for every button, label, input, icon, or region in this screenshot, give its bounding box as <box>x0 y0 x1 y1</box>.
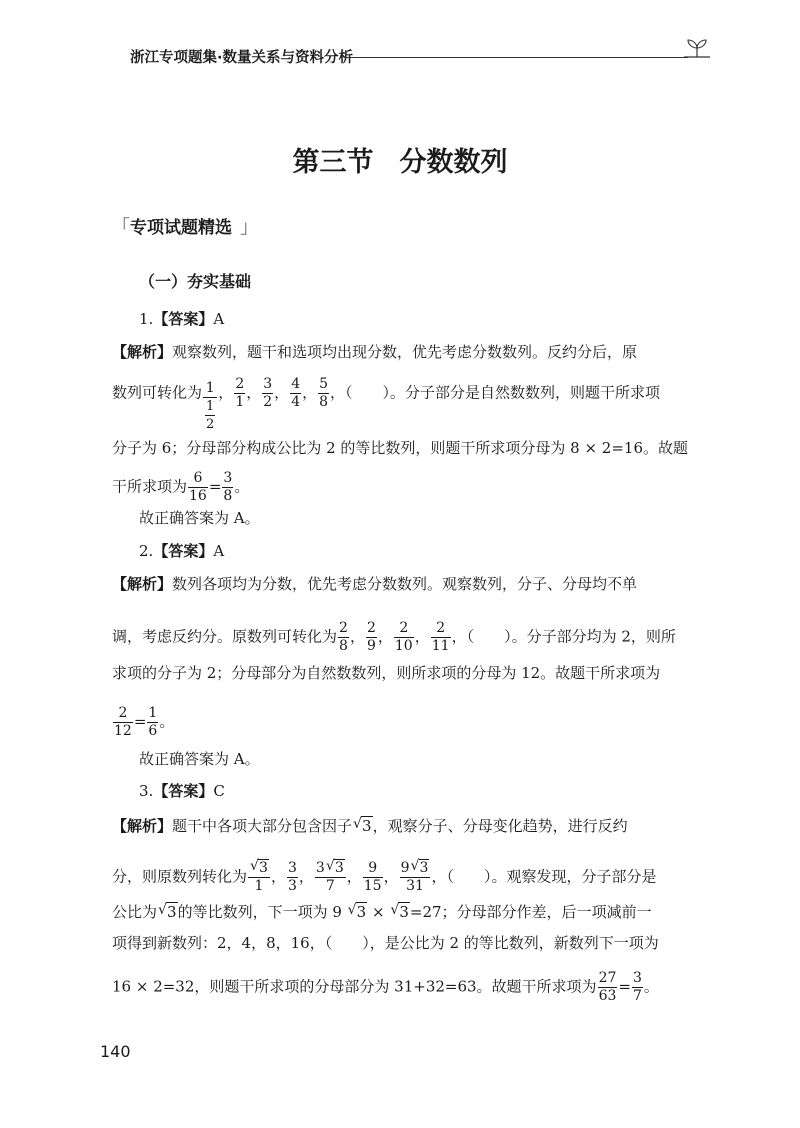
fraction: $\frac{27}{63}$ <box>598 970 617 1004</box>
heading-part-1: 第三节 <box>292 147 374 178</box>
q2-analysis-line-1: 【解析】数列各项均为分数，优先考虑分数数列。观察数列，分子、分母均不单 <box>112 575 638 593</box>
fraction: $\frac{2}{9}$ <box>366 620 376 654</box>
q1-analysis-line-2: 数列可转化为 $\frac{1}{\frac{1}{2}}$ ， $\frac{2}{1}$ ， $\frac{3}{2}$ ， $\frac{4}{4}$ ， $\frac{5}{8}$ ，（ ）。分子部分是自然数数列，则题干所求项 <box>112 376 661 432</box>
running-header: 浙江专项题集·数量关系与资料分析 <box>130 50 354 66</box>
section-heading <box>0 140 800 179</box>
q1-analysis-line-3: 分子为 6；分母部分构成公比为 2 的等比数列，则题干所求项分母为 8 × 2=16。故题 <box>112 439 689 457</box>
fraction: $\frac{6}{16}$ <box>189 470 207 504</box>
page-number: 140 <box>100 1042 131 1061</box>
fraction: $\frac{2}{11}$ <box>431 620 450 654</box>
q1-answer: 1.【答案】A <box>139 310 225 328</box>
q1-conclusion: 故正确答案为 A。 <box>139 509 260 527</box>
q3-analysis-line-2: 分，则原数列转化为 √ $\frac{3}{1}$ ， $\frac{3}{3}$ ， $\frac{3√ 3}{7}$ ， $\frac{9}{15}$ ， $\frac{9√ 3}{31}$ ，（ ）。观察发现，分子部分是 <box>112 860 656 895</box>
q3-analysis-line-1: 【解析】题干中各项大部分包含因子√ 3，观察分子、分母变化趋势，进行反约 <box>112 815 628 837</box>
q2-analysis-line-3: 求项的分子为 2；分母部分为自然数数列，则所求项的分母为 12。故题干所求项为 <box>112 664 661 682</box>
fraction: $\frac{3√ 3}{7}$ <box>315 860 346 895</box>
fraction: $\frac{2}{8}$ <box>339 620 348 654</box>
q2-analysis-line-2: 调，考虑反约分。原数列可转化为 $\frac{2}{8}$ ， $\frac{2}{9}$ ， $\frac{2}{10}$ ， $\frac{2}{11}$ ，（ ）。分子部分均为 2，则所 <box>112 620 676 654</box>
q3-analysis-line-3: 公比为√ 3的等比数列，下一项为 9 √ 3 × √ 3=27；分母部分作差，后一项减前一 <box>112 901 652 923</box>
fraction: $\frac{3}{2}$ <box>263 376 273 410</box>
fraction: $\frac{9}{15}$ <box>363 860 382 894</box>
fraction: $\frac{1}{6}$ <box>148 705 158 739</box>
sub-heading: （一）夯实基础 <box>139 272 252 291</box>
q3-analysis-line-4: 项得到新数列：2，4，8，16，（ ），是公比为 2 的等比数列，新数列下一项为 <box>112 934 659 952</box>
sprout-icon <box>680 36 714 64</box>
fraction: $\frac{9√ 3}{31}$ <box>400 860 431 895</box>
q3-analysis-line-5: 16 × 2=32，则题干所求项的分母部分为 31+32=63。故题干所求项为 $\frac{27}{63}$ = $\frac{3}{7}$ 。 <box>112 970 659 1004</box>
fraction: $\frac{4}{4}$ <box>291 376 301 410</box>
q1-analysis-line-1: 【解析】观察数列，题干和选项均出现分数，优先考虑分数数列。反约分后，原 <box>112 343 638 361</box>
fraction: $\frac{3}{3}$ <box>287 860 297 894</box>
q2-analysis-line-4: $\frac{2}{12}$ = $\frac{1}{6}$ 。 <box>114 705 175 739</box>
fraction: $\frac{2}{10}$ <box>394 620 413 654</box>
q3-answer: 3.【答案】C <box>139 782 225 800</box>
q2-answer: 2.【答案】A <box>139 542 225 560</box>
heading-part-2: 分数数列 <box>399 147 508 178</box>
fraction: $\frac{2}{1}$ <box>235 376 245 410</box>
fraction: $\frac{1}{\frac{1}{2}}$ <box>203 380 217 433</box>
header-rule <box>345 57 688 58</box>
subsection-label: 「专项试题精选 」 <box>112 217 258 238</box>
fraction: $\frac{2}{12}$ <box>114 705 132 739</box>
fraction: $\frac{3}{8}$ <box>223 470 233 504</box>
fraction: $\frac{3}{7}$ <box>632 970 642 1004</box>
fraction: √ $\frac{3}{1}$ <box>248 860 270 895</box>
q2-conclusion: 故正确答案为 A。 <box>139 750 260 768</box>
fraction: $\frac{5}{8}$ <box>319 376 329 410</box>
q1-analysis-line-4: 干所求项为 $\frac{6}{16}$ = $\frac{3}{8}$ 。 <box>112 470 250 504</box>
